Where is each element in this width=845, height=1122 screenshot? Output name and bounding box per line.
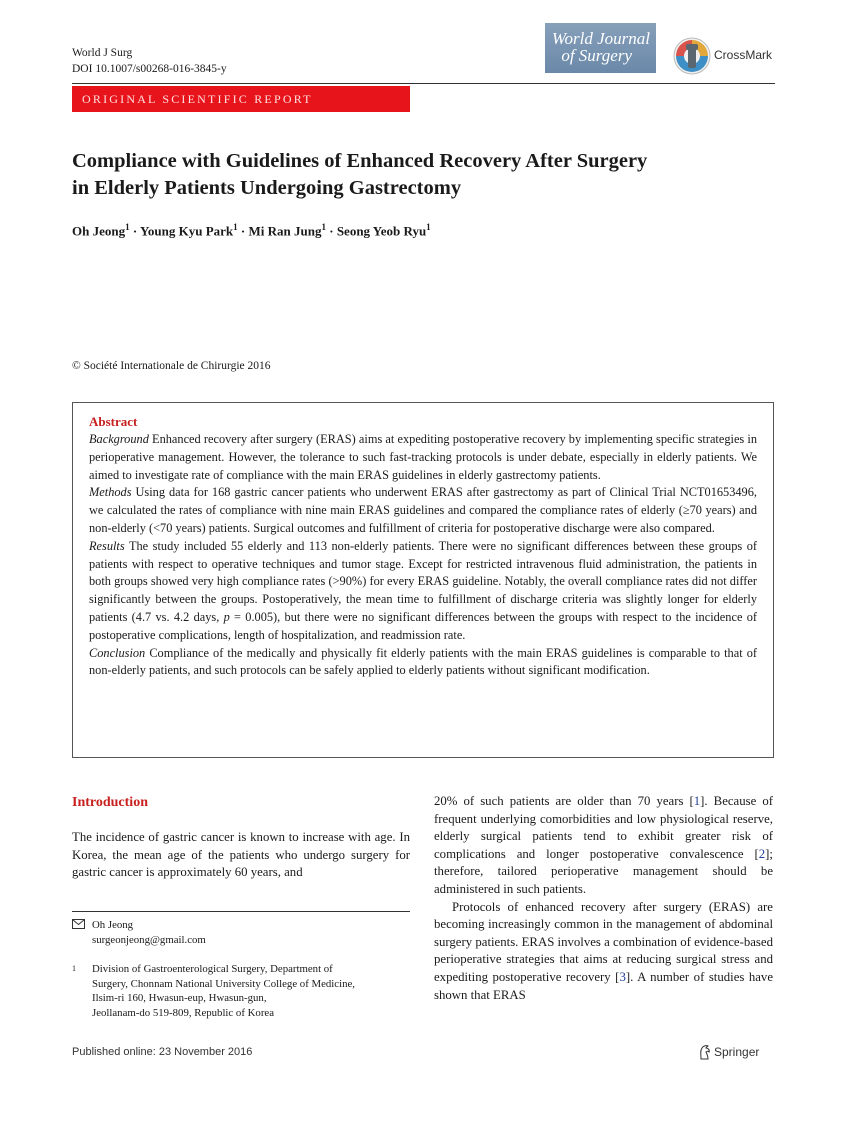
crossmark-icon[interactable] bbox=[672, 36, 712, 76]
footnote-rule bbox=[72, 911, 410, 912]
crossmark-label[interactable]: CrossMark bbox=[714, 48, 773, 62]
left-column bbox=[72, 793, 410, 882]
journal-logo: World Journal of Surgery bbox=[545, 23, 656, 73]
published-date: Published online: 23 November 2016 bbox=[72, 1046, 253, 1058]
right-column bbox=[434, 793, 773, 1004]
citation-link[interactable]: 3 bbox=[619, 969, 626, 984]
journal-name: World J Surg bbox=[72, 47, 133, 59]
affiliation: Division of Gastroenterological Surgery, Department of Surgery, Chonnam National University College of Medicine, Ilsim-ri 160, Hwasun-eup, Hwasun-gun, Jeollanam-do 519-809, Republic of Korea bbox=[92, 963, 355, 1019]
citation-link[interactable]: 1 bbox=[693, 794, 701, 808]
abstract-methods: Methods Using data for 168 gastric cancer patients who underwent ERAS after gastrectomy as part of Clinical Trial NCT01653496, we calculated the rates of compliance with nine main ERAS guidelines and compared the compliance rates of elderly (≥70 years) and non-elderly (<70 years) patients. Surgical outcomes and fulfillment of criteria for postoperative discharge were also compared. bbox=[89, 485, 757, 535]
affiliation-number: 1 bbox=[72, 964, 76, 973]
author-list: Oh Jeong$^1$ · Young Kyu Park$^1$ · Mi Ran Jung$^1$ · Seong Yeob Ryu$^1$ bbox=[72, 222, 431, 239]
article-type-banner: ORIGINAL SCIENTIFIC REPORT bbox=[72, 86, 410, 112]
doi[interactable]: DOI 10.1007/s00268-016-3845-y bbox=[72, 63, 227, 75]
author[interactable]: Oh Jeong bbox=[72, 223, 126, 239]
email-link[interactable]: surgeonjeong@gmail.com bbox=[92, 933, 206, 946]
abstract-results: Results The study included 55 elderly and 113 non-elderly patients. There were no significant differences between these groups of patients with respect to operative techniques and tumor stage. Except for restricted intravenous fluid administration, the patients in both groups showed very high compliance rates (>90%) for every ERAS guideline. Notably, the overall compliance rates did not differ significantly between the groups. Postoperatively, the mean time to fulfillment of discharge criteria was slightly longer for elderly patients (4.7 vs. 4.2 days, p = 0.005), but there were no significant differences between the groups with respect to the incidence of postoperative complications, length of hospitalization, and readmission rate. bbox=[89, 538, 757, 642]
citation-link[interactable]: 2 bbox=[758, 846, 766, 861]
copyright: © Société Internationale de Chirurgie 2016 bbox=[72, 360, 271, 372]
springer-horse-icon bbox=[698, 1044, 712, 1060]
intro-paragraph-3: Protocols of enhanced recovery after surgery (ERAS) are becoming increasingly common in the management of abdominal surgery patients. ERAS involves a combination of evidence-based perioperative strategies that aims at reducing surgical stress and expediting postoperative recovery [3]. A number of studies have shown that ERAS bbox=[434, 899, 774, 1002]
publisher-name: Springer bbox=[714, 1045, 760, 1059]
header-rule bbox=[72, 83, 775, 84]
author[interactable]: Seong Yeob Ryu bbox=[336, 223, 427, 239]
abstract-heading: Abstract bbox=[89, 414, 138, 429]
intro-paragraph-2: 20% of such patients are older than 70 years [1]. Because of frequent underlying comorbidities and low physiological reserve, elderly surgical patients tend to exhibit greater risk of complications and longer postoperative convalescence [2]; therefore, tailored perioperative management should be administered in such patients. bbox=[434, 794, 773, 896]
introduction-heading: Introduction bbox=[72, 795, 148, 810]
abstract-box bbox=[72, 402, 774, 758]
journal-header bbox=[72, 45, 227, 77]
intro-paragraph-1: The incidence of gastric cancer is known to increase with age. In Korea, the mean age of the patients who undergo surgery for gastric cancer is approximately 60 years, and bbox=[72, 830, 410, 880]
author[interactable]: Young Kyu Park bbox=[139, 223, 234, 239]
abstract-background: Background Enhanced recovery after surgery (ERAS) aims at expediting postoperative recovery by implementing specific strategies in perioperative management. However, the tolerance to such fast-tracking protocols is under debate, especially in elderly patients. We aimed to investigate rate of compliance with the main ERAS guidelines in elderly gastrectomy patients. bbox=[89, 432, 757, 482]
corresponding-author: Oh Jeong surgeonjeong@gmail.com bbox=[92, 919, 206, 946]
article-title: Compliance with Guidelines of Enhanced Recovery After Surgery in Elderly Patients Undergoing Gastrectomy bbox=[72, 150, 648, 199]
author[interactable]: Mi Ran Jung bbox=[248, 223, 322, 239]
abstract-conclusion: Conclusion Compliance of the medically and physically fit elderly patients with the main ERAS guidelines is comparable to that of non-elderly patients, and such protocols can be safely applied to elderly patients without significant modification. bbox=[89, 645, 757, 678]
envelope-icon bbox=[72, 919, 85, 929]
